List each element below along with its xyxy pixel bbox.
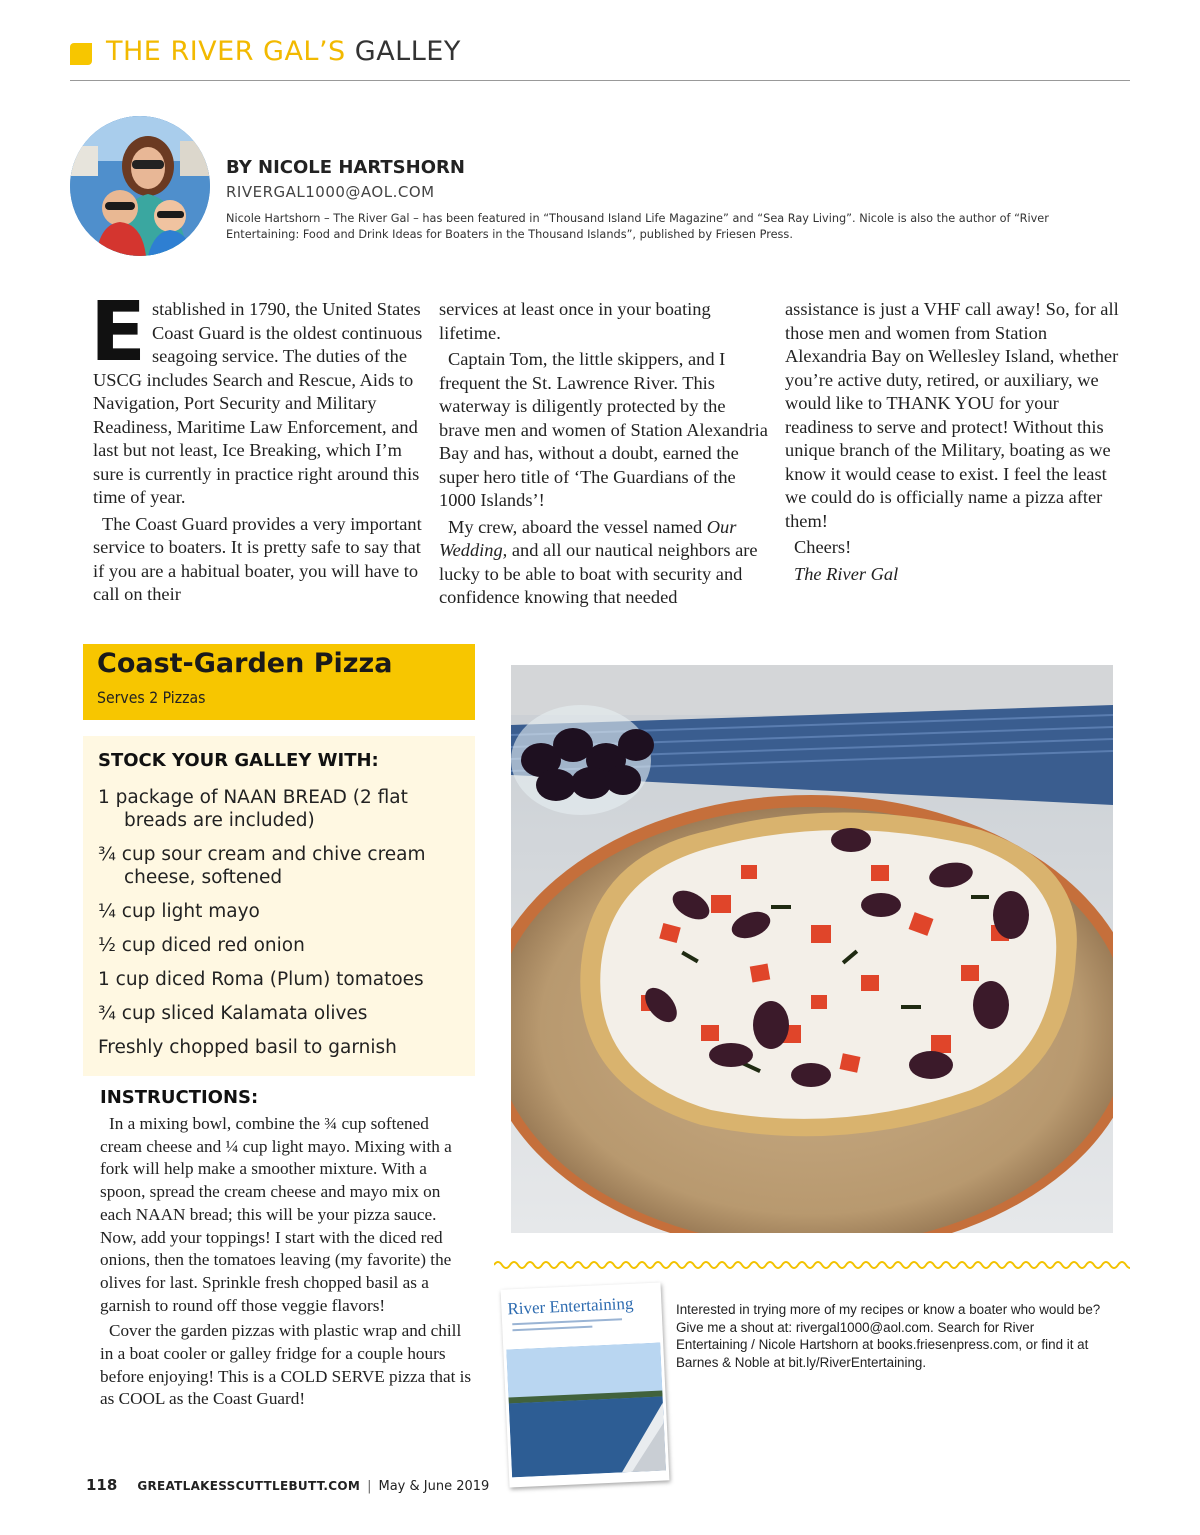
signature bbox=[785, 563, 1120, 587]
page-number: 118 bbox=[86, 1476, 118, 1494]
instruction-paragraph: Cover the garden pizzas with plastic wrap and chill in a boat cooler or galley fridge for a couple hours before enjoying! This is a COLD SERVE pizza that is as COOL as the Coast Guard! bbox=[100, 1321, 472, 1409]
instructions-body bbox=[100, 1113, 472, 1414]
section-title bbox=[106, 36, 461, 67]
ingredient-item: ½ cup diced red onion bbox=[98, 935, 305, 956]
page-footer bbox=[86, 1476, 489, 1494]
ingredient-item: 1 cup diced Roma (Plum) tomatoes bbox=[98, 969, 424, 990]
ingredient-item: ¾ cup sliced Kalamata olives bbox=[98, 1003, 368, 1024]
wave-divider bbox=[494, 1258, 1130, 1272]
author-bio: Nicole Hartshorn – The River Gal – has been featured in “Thousand Island Life Magazine” and “Sea Ray Living”. Nicole is also the author of “River Entertaining: Food and Drink Ideas for Boaters in the Thousand Islands”, published by Friesen Press. bbox=[226, 212, 1049, 241]
closing-line: Cheers! bbox=[794, 537, 852, 557]
ingredients-heading: STOCK YOUR GALLEY WITH: bbox=[98, 750, 379, 771]
author-name: BY NICOLE HARTSHORN bbox=[226, 157, 465, 178]
recipe-title: Coast-Garden Pizza bbox=[97, 648, 393, 679]
recipe-serves: Serves 2 Pizzas bbox=[97, 688, 206, 707]
section-title-highlight: THE RIVER GAL’S bbox=[106, 36, 346, 67]
signature-text: The River Gal bbox=[794, 563, 899, 584]
vessel-name: Our Wedding, bbox=[439, 516, 737, 560]
article-paragraph: services at least once in your boating lifetime. bbox=[439, 299, 711, 343]
article-column-2 bbox=[439, 298, 769, 613]
ingredient-item: ¾ cup sour cream and chive cream cheese, softened bbox=[98, 844, 426, 888]
author-email: RIVERGAL1000@AOL.COM bbox=[226, 183, 435, 201]
article-paragraph bbox=[90, 285, 423, 510]
ingredient-item: 1 package of NAAN BREAD (2 flat breads are included) bbox=[98, 787, 408, 831]
instruction-paragraph: In a mixing bowl, combine the ¾ cup softened cream cheese and ¼ cup light mayo. Mixing with a fork will help make a smoother mixture. With a spoon, spread the cream cheese and mayo mix on each NAAN bread; this will be your pizza sauce. Now, add your toppings! I start with the diced red onions, then the tomatoes leaving (my favorite) the olives for last. Sprinkle fresh chopped basil as a garnish to round off those veggie flavors! bbox=[100, 1114, 452, 1315]
article-column-1 bbox=[90, 285, 423, 610]
book-subtitle-lines bbox=[512, 1317, 622, 1334]
article-paragraph: The Coast Guard provides a very important service to boaters. It is pretty safe to say that if you are a habitual boater, you will have to call on their bbox=[93, 513, 422, 604]
article-column-3 bbox=[785, 298, 1120, 589]
footer-site: GREATLAKESSCUTTLEBUTT.COM bbox=[137, 1479, 361, 1493]
promo-text: Interested in trying more of my recipes or know a boater who would be? Give me a shout at: rivergal1000@aol.com. Search for River Entertaining / Nicole Hartshorn at books.friesenpress.com, or find it at Barnes & Noble at bit.ly/RiverEntertaining. bbox=[676, 1302, 1101, 1370]
ingredient-item: ¼ cup light mayo bbox=[98, 901, 260, 922]
book-cover bbox=[501, 1282, 670, 1487]
article-paragraph: Captain Tom, the little skippers, and I frequent the St. Lawrence River. This waterway is diligently protected by the brave men and women of Station Alexandria Bay and has, without a doubt, earned the super hero title of ‘The Guardians of the 1000 Islands’! bbox=[439, 349, 768, 510]
header-divider bbox=[70, 80, 1130, 81]
article-paragraph bbox=[439, 516, 769, 610]
drop-cap: E bbox=[90, 285, 147, 380]
ingredient-item: Freshly chopped basil to garnish bbox=[98, 1037, 397, 1058]
pizza-photo bbox=[511, 665, 1113, 1233]
article-paragraph: assistance is just a VHF call away! So, for all those men and women from Station Alexandria Bay on Wellesley Island, whether you’re active duty, retired, or auxiliary, we would like to THANK YOU for your readiness to serve and protect! Without this unique branch of the Military, boating as we know it would cease to exist. I feel the least we could do is officially name a pizza after them! bbox=[785, 299, 1119, 531]
section-marker bbox=[70, 43, 92, 65]
paragraph-text: and all our nautical neighbors are lucky to be able to boat with security and confidence knowing that needed bbox=[439, 540, 758, 607]
author-avatar bbox=[70, 116, 210, 256]
ingredients-list bbox=[98, 786, 468, 1070]
paragraph-text: stablished in 1790, the United States Coast Guard is the oldest continuous seagoing service. The duties of the USCG includes Search and Rescue, Aids to Navigation, Port Security and Military Readiness, Maritime Law Enforcement, and last but not least, Ice Breaking, which I’m sure is currently in practice right around this time of year. bbox=[93, 299, 423, 507]
section-title-rest: GALLEY bbox=[345, 36, 461, 67]
paragraph-text: My crew, aboard the vessel named bbox=[448, 516, 707, 537]
instructions-heading: INSTRUCTIONS: bbox=[100, 1087, 259, 1108]
book-cover-title: River Entertaining bbox=[507, 1293, 634, 1319]
book-cover-photo bbox=[506, 1343, 666, 1478]
footer-separator: | bbox=[367, 1479, 372, 1494]
footer-issue: May & June 2019 bbox=[378, 1479, 490, 1494]
